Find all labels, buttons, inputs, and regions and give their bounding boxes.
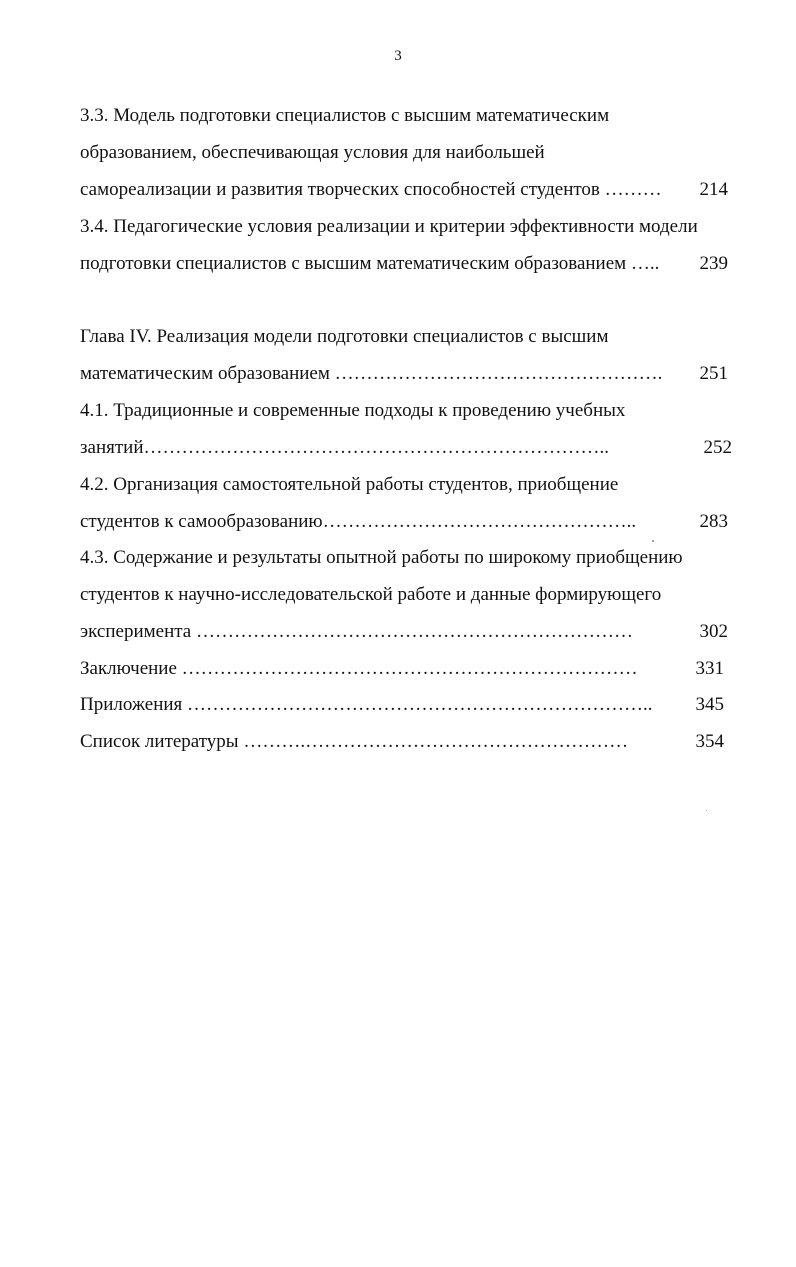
toc-line: занятий……………………………………………………………….. [80, 437, 609, 458]
toc-line: эксперимента …………………………………………………………… [80, 621, 633, 642]
toc-line: Приложения ……………………………………………………………….. [80, 694, 653, 715]
toc-page-number: 331 [695, 658, 724, 679]
toc-line: Список литературы ……….…………………………………………… [80, 731, 629, 752]
toc-line: самореализации и развития творческих способностей студентов ……… [80, 179, 662, 200]
toc-line: математическим образованием ……………………………………………. [80, 363, 663, 384]
toc-page-number: 302 [699, 621, 728, 642]
toc-line: 3.4. Педагогические условия реализации и критерии эффективности модели [80, 216, 698, 237]
toc-page-number: 283 [699, 511, 728, 532]
toc-line: Глава IV. Реализация модели подготовки специалистов с высшим [80, 326, 609, 347]
toc-line: студентов к самообразованию………………………………………….. [80, 511, 637, 532]
toc-line: 4.1. Традиционные и современные подходы к проведению учебных [80, 400, 626, 421]
toc-page-number: 252 [703, 437, 732, 458]
scan-speck [706, 810, 707, 811]
toc-line: студентов к научно-исследовательской работе и данные формирующего [80, 584, 662, 605]
toc-page-number: 239 [699, 253, 728, 274]
toc-line: 3.3. Модель подготовки специалистов с высшим математическим [80, 105, 610, 126]
toc-page-number: 345 [695, 694, 724, 715]
toc-line: Заключение ……………………………………………………………… [80, 658, 638, 679]
scan-speck [652, 540, 654, 542]
page-number: 3 [394, 48, 402, 64]
toc-line: 4.2. Организация самостоятельной работы студентов, приобщение [80, 474, 619, 495]
toc-line: подготовки специалистов с высшим математическим образованием ….. [80, 253, 660, 274]
toc-page-number: 214 [699, 179, 728, 200]
toc-line: образованием, обеспечивающая условия для наибольшей [80, 142, 545, 163]
toc-page-number: 354 [695, 731, 724, 752]
toc-page-number: 251 [699, 363, 728, 384]
toc-line: 4.3. Содержание и результаты опытной работы по широкому приобщению [80, 547, 683, 568]
